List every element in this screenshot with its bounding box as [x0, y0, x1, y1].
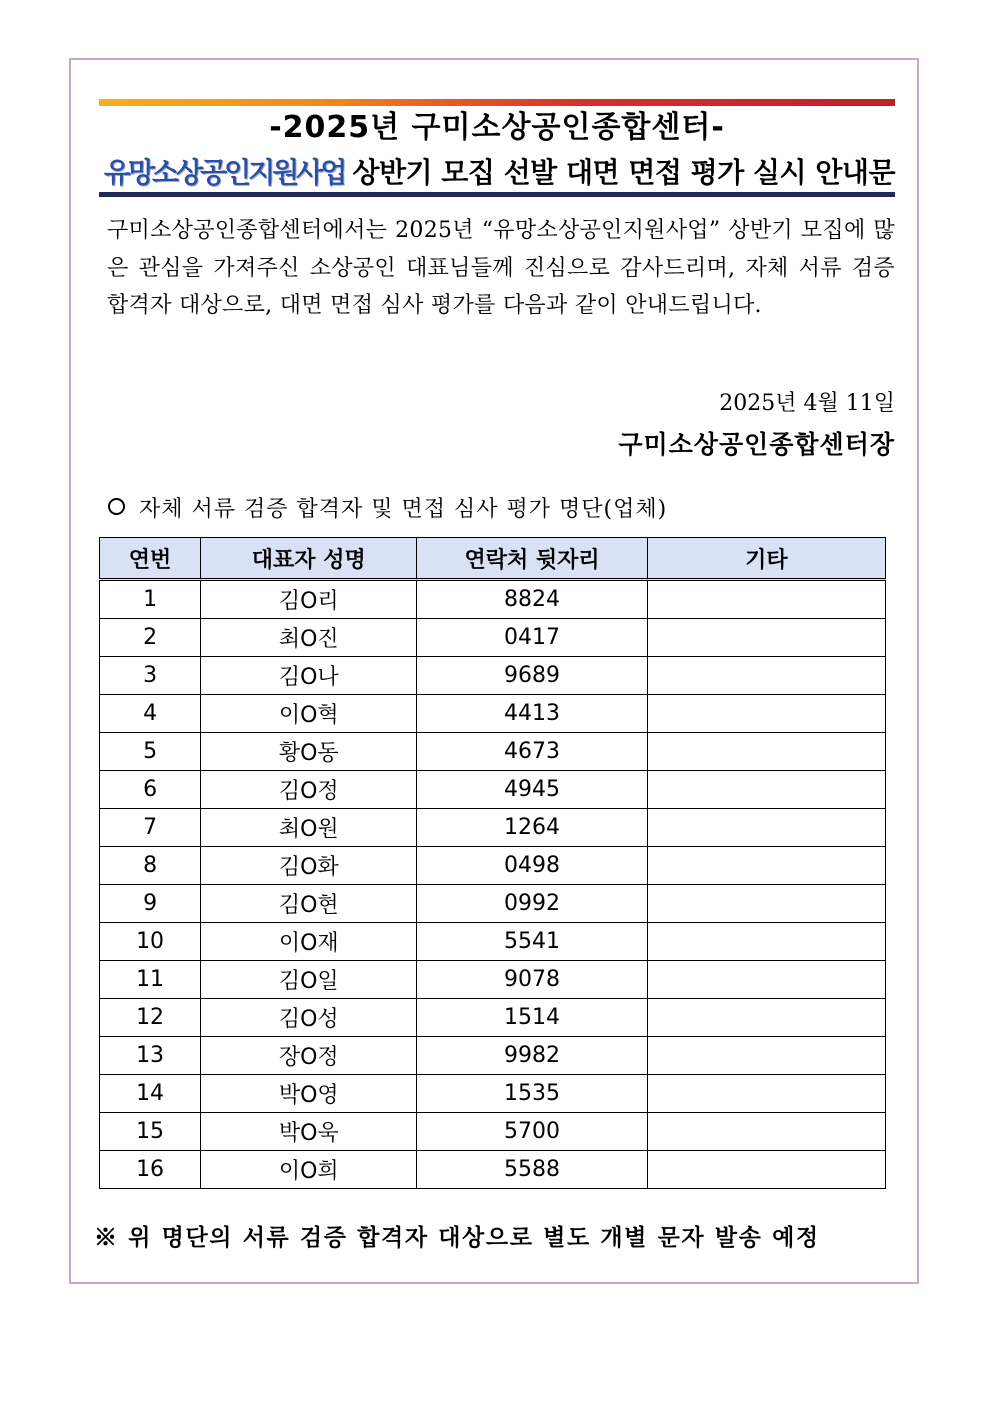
cell-name: 이O재 [201, 923, 417, 961]
table-row [100, 619, 886, 657]
cell-phone: 5541 [417, 923, 647, 961]
cell-name: 김O성 [201, 999, 417, 1037]
cell-phone: 1264 [417, 809, 647, 847]
table-row [100, 1151, 886, 1189]
cell-notes [647, 619, 885, 657]
cell-name: 김O일 [201, 961, 417, 999]
cell-number: 1 [100, 580, 201, 619]
cell-number: 9 [100, 885, 201, 923]
cell-number: 7 [100, 809, 201, 847]
cell-phone: 4945 [417, 771, 647, 809]
table-row [100, 1037, 886, 1075]
table-row [100, 809, 886, 847]
cell-notes [647, 809, 885, 847]
cell-notes [647, 885, 885, 923]
table-row [100, 771, 886, 809]
table-row [100, 999, 886, 1037]
cell-number: 13 [100, 1037, 201, 1075]
section-heading [108, 494, 667, 526]
cell-notes [647, 771, 885, 809]
accent-bar [99, 99, 895, 106]
cell-number: 12 [100, 999, 201, 1037]
table-row [100, 580, 886, 619]
cell-phone: 1514 [417, 999, 647, 1037]
cell-name: 김O리 [201, 580, 417, 619]
cell-number: 11 [100, 961, 201, 999]
notice-date: 2025년 4월 11일 [719, 391, 895, 416]
table-row [100, 657, 886, 695]
cell-number: 10 [100, 923, 201, 961]
applicant-table [99, 537, 886, 1189]
cell-name: 김O정 [201, 771, 417, 809]
cell-number: 3 [100, 657, 201, 695]
cell-number: 16 [100, 1151, 201, 1189]
cell-phone: 0992 [417, 885, 647, 923]
subtitle-text: 상반기 모집 선발 대면 면접 평가 실시 안내문 [352, 156, 895, 189]
cell-name: 박O욱 [201, 1113, 417, 1151]
intro-paragraph: 구미소상공인종합센터에서는 2025년 “유망소상공인지원사업” 상반기 모집에 많은 관심을 가져주신 소상공인 대표님들께 진심으로 감사드리며, 자체 서류 검증 합격자 대상으로, 대면 면접 심사 평가를 다음과 같이 안내드립니다. [107, 218, 895, 318]
cell-name: 박O영 [201, 1075, 417, 1113]
document-subtitle [99, 150, 895, 192]
table-header-row [100, 538, 886, 580]
cell-notes [647, 1113, 885, 1151]
cell-phone: 9982 [417, 1037, 647, 1075]
table-row [100, 885, 886, 923]
col-header-name: 대표자 성명 [201, 538, 417, 580]
cell-number: 8 [100, 847, 201, 885]
cell-number: 2 [100, 619, 201, 657]
signer-name: 구미소상공인종합센터장 [618, 430, 895, 459]
cell-notes [647, 580, 885, 619]
cell-notes [647, 657, 885, 695]
cell-phone: 9078 [417, 961, 647, 999]
cell-name: 김O화 [201, 847, 417, 885]
cell-notes [647, 847, 885, 885]
cell-phone: 4413 [417, 695, 647, 733]
cell-phone: 0498 [417, 847, 647, 885]
footnote: ※ 위 명단의 서류 검증 합격자 대상으로 별도 개별 문자 발송 예정 [94, 1224, 820, 1251]
cell-phone: 4673 [417, 733, 647, 771]
section-heading-text: 자체 서류 검증 합격자 및 면접 심사 평가 명단(업체) [139, 497, 668, 522]
cell-number: 14 [100, 1075, 201, 1113]
cell-notes [647, 1037, 885, 1075]
col-header-notes: 기타 [647, 538, 885, 580]
cell-name: 김O나 [201, 657, 417, 695]
table-row [100, 695, 886, 733]
cell-name: 황O동 [201, 733, 417, 771]
table-row [100, 1075, 886, 1113]
cell-name: 김O현 [201, 885, 417, 923]
cell-phone: 5588 [417, 1151, 647, 1189]
cell-number: 5 [100, 733, 201, 771]
cell-phone: 5700 [417, 1113, 647, 1151]
table-row [100, 961, 886, 999]
table-row [100, 847, 886, 885]
table-row [100, 923, 886, 961]
cell-phone: 9689 [417, 657, 647, 695]
cell-number: 4 [100, 695, 201, 733]
col-header-number: 연번 [100, 538, 201, 580]
cell-number: 6 [100, 771, 201, 809]
program-name: 유망소상공인지원사업 [103, 156, 345, 189]
col-header-phone: 연락처 뒷자리 [417, 538, 647, 580]
circle-bullet-icon [108, 498, 125, 515]
cell-phone: 0417 [417, 619, 647, 657]
document-title: -2025년 구미소상공인종합센터- [269, 110, 725, 145]
cell-name: 최O원 [201, 809, 417, 847]
table-row [100, 733, 886, 771]
cell-name: 이O희 [201, 1151, 417, 1189]
cell-name: 장O정 [201, 1037, 417, 1075]
cell-notes [647, 961, 885, 999]
title-rule [99, 192, 895, 197]
cell-name: 이O혁 [201, 695, 417, 733]
table-row [100, 1113, 886, 1151]
cell-phone: 1535 [417, 1075, 647, 1113]
cell-notes [647, 999, 885, 1037]
cell-notes [647, 695, 885, 733]
cell-notes [647, 1075, 885, 1113]
cell-name: 최O진 [201, 619, 417, 657]
cell-notes [647, 733, 885, 771]
cell-number: 15 [100, 1113, 201, 1151]
cell-notes [647, 923, 885, 961]
cell-notes [647, 1151, 885, 1189]
cell-phone: 8824 [417, 580, 647, 619]
